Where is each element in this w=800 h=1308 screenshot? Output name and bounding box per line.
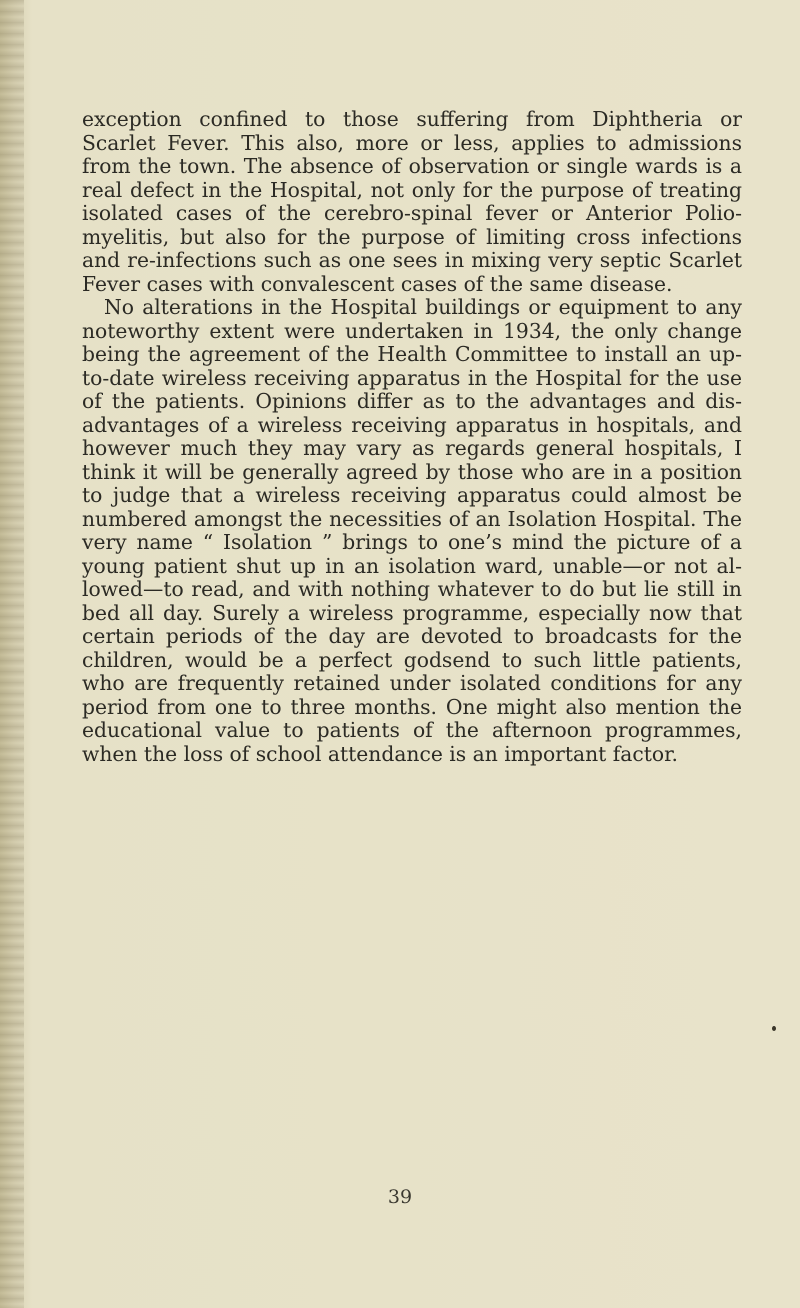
paragraph-1: exception confined to those suffering from Diphtheria or Scarlet Fever. This also, more or less, applies to admissions from the town. The absence of observation or single wards is a real defect in the Hospital, not only for the purpose of treating isolated cases of the cerebro-spinal fever or Anterior Polio-myelitis, but also for the purpose of limiting cross infections and re-infections such as one sees in mixing very septic Scarlet Fever cases with convalescent cases of the same disease. — [82, 107, 742, 296]
body-text — [82, 108, 742, 766]
binding-edge — [0, 0, 24, 1308]
paragraph-2: No alterations in the Hospital buildings or equipment to any noteworthy extent were undertaken in 1934, the only change being the agreement of the Health Committee to install an up-to-date wireless receiving apparatus in the Hospital for the use of the patients. Opinions differ as to the advantages and dis-advantages of a wireless receiving apparatus in hospitals, and however much they may vary as regards general hospitals, I think it will be generally agreed by those who are in a position to judge that a wireless receiving apparatus could almost be numbered amongst the necessities of an Isolation Hospital. The very name “ Isolation ” brings to one’s mind the picture of a young patient shut up in an isolation ward, unable—or not al-lowed—to read, and with nothing whatever to do but lie still in bed all day. Surely a wireless programme, especially now that certain periods of the day are devoted to broadcasts for the children, would be a perfect godsend to such little patients, who are frequently retained under isolated conditions for any period from one to three months. One might also mention the educational value to patients of the afternoon programmes, when the loss of school attendance is an important factor. — [82, 295, 742, 766]
page-number: 39 — [387, 1186, 413, 1208]
paper-speck — [772, 1026, 776, 1031]
